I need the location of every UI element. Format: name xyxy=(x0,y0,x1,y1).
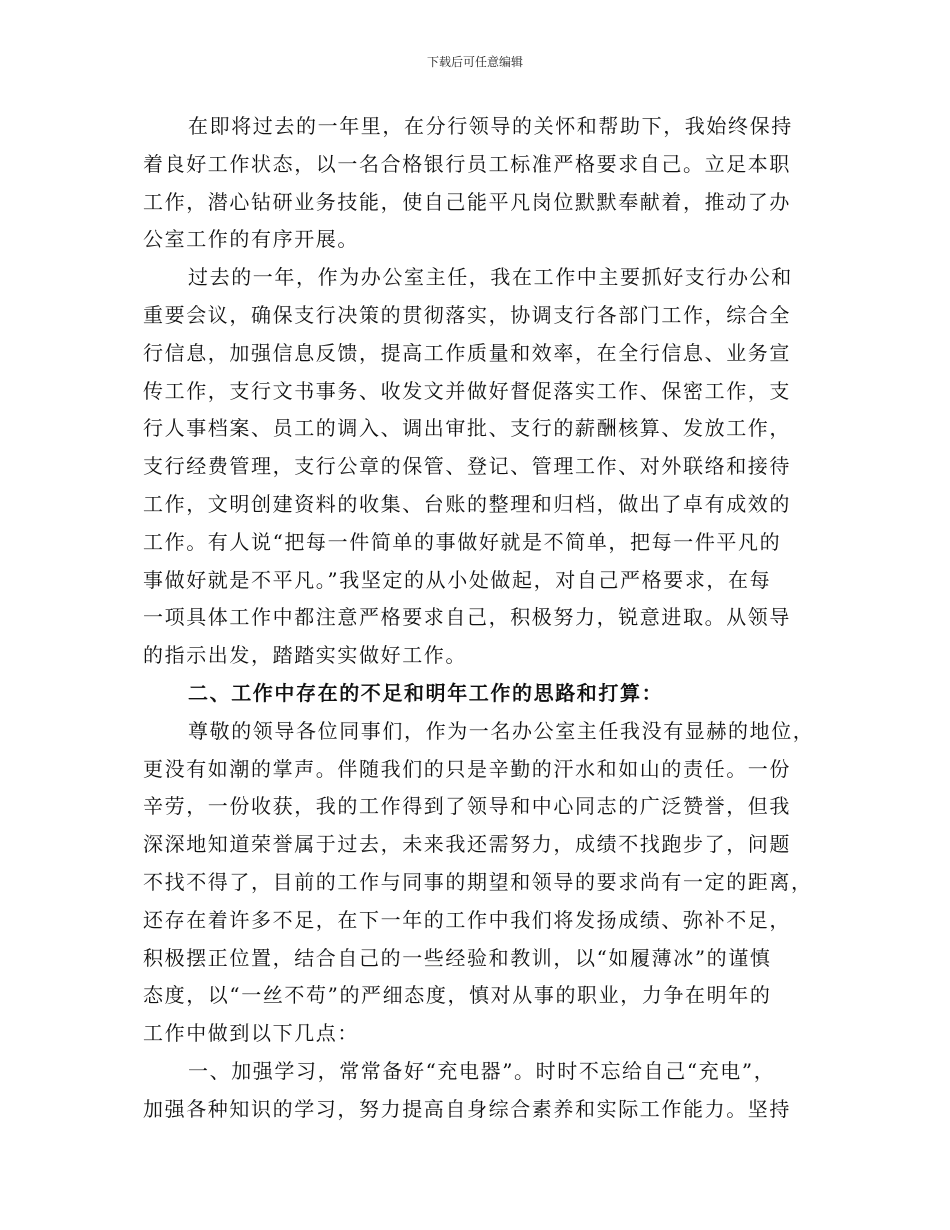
text-line: 一、加强学习，常常备好“充电器”。时时不忘给自己“充电”， xyxy=(188,1058,776,1083)
text-line: 加强各种知识的学习，努力提高自身综合素养和实际工作能力。坚持 xyxy=(143,1096,791,1121)
text-line: 行信息，加强信息反馈，提高工作质量和效率，在全行信息、业务宣 xyxy=(143,340,791,365)
text-line: 态度，以“一丝不苟”的严细态度，慎对从事的职业，力争在明年的 xyxy=(143,983,772,1008)
text-line: 公室工作的有序开展。 xyxy=(143,227,359,252)
text-line: 更没有如潮的掌声。伴随我们的只是辛勤的汗水和如山的责任。一份 xyxy=(143,756,791,781)
text-line: 重要会议，确保支行决策的贯彻落实，协调支行各部门工作，综合全 xyxy=(143,302,791,327)
paragraph-intro xyxy=(143,108,825,259)
page-header: 下载后可任意编辑 xyxy=(426,55,523,69)
text-line: 深深地知道荣誉属于过去，未来我还需努力，成绩不找跑步了，问题 xyxy=(143,832,791,857)
paragraph-point-one xyxy=(143,1053,825,1129)
text-line: 过去的一年，作为办公室主任，我在工作中主要抓好支行办公和 xyxy=(188,265,793,290)
text-line: 工作中做到以下几点： xyxy=(143,1021,359,1046)
text-line: 传工作，支行文书事务、收发文并做好督促落实工作、保密工作，支 xyxy=(143,378,791,403)
text-line: 事做好就是不平凡。”我坚定的从小处做起，对自己严格要求，在每 xyxy=(143,567,772,592)
text-line: 支行经费管理，支行公章的保管、登记、管理工作、对外联络和接待 xyxy=(143,454,791,479)
text-line: 积极摆正位置，结合自己的一些经验和教训，以“如履薄冰”的谨慎 xyxy=(143,945,772,970)
document-body xyxy=(143,108,825,1129)
section-heading xyxy=(143,675,825,713)
text-line: 工作，文明创建资料的收集、台账的整理和归档，做出了卓有成效的 xyxy=(143,491,791,516)
text-line: 不找不得了，目前的工作与同事的期望和领导的要求尚有一定的距离， xyxy=(143,869,813,894)
text-line: 在即将过去的一年里，在分行领导的关怀和帮助下，我始终保持 xyxy=(188,114,793,138)
text-line: 一项具体工作中都注意严格要求自己，积极努力，锐意进取。从领导 xyxy=(143,605,791,630)
paragraph-duties xyxy=(143,259,825,675)
text-line: 着良好工作状态，以一名合格银行员工标准严格要求自己。立足本职 xyxy=(143,151,791,176)
text-line: 工作。有人说“把每一件简单的事做好就是不简单，把每一件平凡的 xyxy=(143,529,782,554)
paragraph-shortcomings xyxy=(143,713,825,1053)
text-line: 辛劳，一份收获，我的工作得到了领导和中心同志的广泛赞誉，但我 xyxy=(143,794,791,819)
text-line: 工作，潜心钻研业务技能，使自己能平凡岗位默默奉献着，推动了办 xyxy=(143,189,791,214)
text-line: 的指示出发，踏踏实实做好工作。 xyxy=(143,643,467,668)
text-line: 尊敬的领导各位同事们，作为一名办公室主任我没有显赫的地位， xyxy=(188,718,815,743)
text-line: 行人事档案、员工的调入、调出审批、支行的薪酬核算、发放工作， xyxy=(143,416,791,441)
heading-line: 二、工作中存在的不足和明年工作的思路和打算： xyxy=(188,680,664,705)
text-line: 还存在着许多不足，在下一年的工作中我们将发扬成绩、弥补不足， xyxy=(143,907,791,932)
